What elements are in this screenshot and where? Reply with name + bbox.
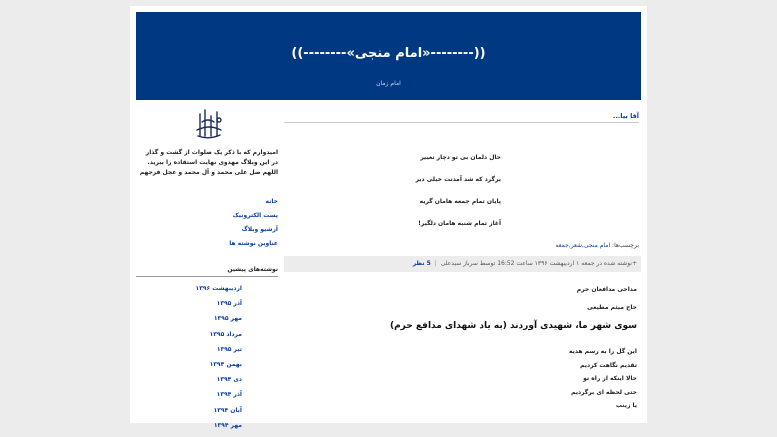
blog-subtitle: امام زمان bbox=[376, 80, 401, 87]
archive-item[interactable]: آبان ۱۳۹۴ bbox=[213, 406, 242, 414]
page-container bbox=[130, 6, 647, 429]
poem-line: این گل را به رسم هدیه bbox=[569, 348, 637, 355]
nav-email-link[interactable]: پست الکترونیک bbox=[232, 212, 278, 219]
tags-label: برچسب‌ها: bbox=[612, 242, 639, 249]
archive-item[interactable]: مهر ۱۳۹۵ bbox=[213, 315, 242, 323]
poem-line: یا زینب bbox=[615, 402, 637, 409]
post2-title: سوی شهر ما، شهیدی آوردند (به یاد شهدای مدافع حرم) bbox=[389, 321, 637, 331]
poem-line: تقدیم نگاهت کردیم bbox=[580, 361, 637, 369]
meta-separator: | bbox=[434, 260, 437, 267]
poem-line: آغاز تمام شنبه هامان دلگیر! bbox=[418, 220, 501, 227]
poem-line: برگرد که شد آمدنت خیلی دیر bbox=[415, 176, 501, 183]
post-tags bbox=[556, 242, 639, 249]
sidebar bbox=[136, 102, 280, 429]
post-meta-text: +نوشته شده در جمعه ۱ اردیبهشت ۱۳۹۶ ساعت 16:52 توسط سرباز سیدعلی bbox=[440, 260, 637, 267]
main-content bbox=[284, 102, 641, 423]
blog-header bbox=[136, 12, 641, 100]
post-title-divider bbox=[284, 122, 639, 123]
archive-heading: نوشته‌های پیشین bbox=[136, 266, 278, 277]
archive-item[interactable]: تیر ۱۳۹۵ bbox=[216, 345, 242, 353]
archive-item[interactable]: مرداد ۱۳۹۵ bbox=[209, 330, 242, 338]
archive-item[interactable]: بهمن ۱۳۹۴ bbox=[209, 360, 242, 368]
archive-item[interactable]: دی ۱۳۹۴ bbox=[216, 376, 242, 384]
blog-title[interactable]: ((--------«امام منجی»--------)) bbox=[291, 46, 486, 61]
intro-text: امیدوارم که با ذکر یک صلوات از گشت و گذار در این وبلاگ مهدوی نهایت استفاده را ببرید. اللهم صل علی محمد و آل محمد و عجل فرجهم bbox=[139, 149, 278, 176]
comments-link[interactable]: 5 نظر bbox=[412, 260, 431, 267]
poem-line: پایان تمام جمعه هامان گریه bbox=[419, 198, 501, 205]
archive-item[interactable]: اردیبهشت ۱۳۹۶ bbox=[195, 285, 242, 292]
poem-line: حال دلمان بی تو دچار تغییر bbox=[420, 154, 501, 161]
post2-category: مداحی مدافعان حرم bbox=[576, 286, 637, 293]
post-meta-bar bbox=[284, 256, 641, 272]
tags-link[interactable]: امام منجی,شعر,جمعه bbox=[555, 242, 611, 249]
post2-author: حاج میثم مطیعی bbox=[587, 304, 637, 311]
sidebar-nav bbox=[229, 198, 278, 254]
archive-item[interactable]: آذر ۱۳۹۴ bbox=[216, 391, 242, 399]
archive-list bbox=[196, 285, 242, 437]
nav-home-link[interactable]: خانه bbox=[265, 198, 278, 205]
post-poem bbox=[416, 154, 501, 242]
nav-post-titles-link[interactable]: عناوین نوشته ها bbox=[229, 240, 278, 247]
archive-item[interactable]: آذر ۱۳۹۵ bbox=[216, 300, 242, 308]
post-title-link[interactable]: آقا بیا... bbox=[612, 112, 639, 120]
archive-item[interactable]: مهر ۱۳۹۴ bbox=[213, 421, 242, 429]
poem-line: حتی لحظه ای برگردیم bbox=[571, 388, 637, 396]
poem-line: حالا اینکه از راه تو bbox=[583, 375, 637, 382]
calligraphy-logo-icon bbox=[194, 106, 224, 140]
post2-poem bbox=[569, 348, 637, 416]
nav-archive-link[interactable]: آرشیو وبلاگ bbox=[241, 226, 278, 233]
